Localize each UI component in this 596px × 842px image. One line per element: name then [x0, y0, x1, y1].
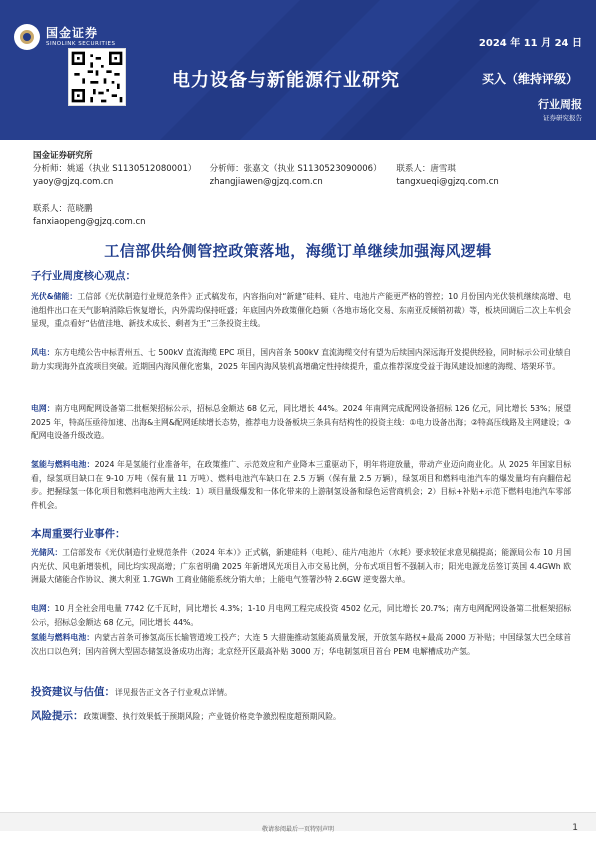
paragraph-text: 工信部《光伏制造行业规范条件》正式稿发布，内容指向对“新建”硅料、硅片、电池片产能更严格的管控；10 月份国内光伏装机继续高增、电池组件出口在天气影响消除后恢复增长，内外需均保持旺盛；年底国内外政策催化趋频（各地市场化交易、东南亚反倾销初裁）等，板块回调后二次上车机会显现，重点看好“估值洼地、新技术成长、剩者为王”三条投资主线。: [31, 292, 571, 329]
contact-1-email[interactable]: tangxueqi@gjzq.com.cn: [396, 177, 499, 187]
report-headline: 工信部供给侧管控政策落地，海缆订单继续加强海风逻辑: [104, 242, 492, 260]
paragraph-wind: [31, 346, 571, 373]
paragraph-lead: 光伏&储能：: [31, 292, 78, 301]
logo-icon: [14, 24, 40, 50]
analyst-block: [33, 150, 573, 229]
company-logo: [14, 24, 115, 50]
section-heading-investment: 投资建议与估值：: [31, 686, 115, 698]
section-risk: [31, 710, 571, 724]
contact-2-email[interactable]: fanxiaopeng@gjzq.com.cn: [33, 217, 146, 227]
paragraph-event-pv-storage-wind: [31, 546, 571, 587]
paragraph-grid: [31, 402, 571, 443]
research-institute: 国金证券研究所: [33, 151, 93, 161]
section-heading-events: 本周重要行业事件：: [31, 528, 126, 540]
paragraph-text: 2024 年是氢能行业准备年，在政策推广、示范效应和产业降本三重驱动下，明年将迎放量，带动产业迈向商业化。从 2025 年国家目标看，绿氢项目缺口在 9-10 万吨（保有量 11 万吨）、燃料电池汽车缺口在 2.5 万辆（保有量 2.5 万辆），绿氢项目和燃料电池汽车的爆发量均有向翻倍起步。把握绿氢一体化项目和燃料电池两大主线：1）项目量级爆发和一体化带来的上游制氢设备和绿色运营商机会；2）目标+补贴+示范下燃料电池汽车零部件机会。: [31, 460, 571, 511]
logo-name-en: SINOLINK SECURITIES: [46, 41, 116, 47]
contact-1: 联系人：唐雪琪: [396, 164, 456, 174]
paragraph-lead: 光储风：: [31, 548, 63, 557]
paragraph-event-hydrogen: [31, 631, 571, 658]
paragraph-text: 10 月全社会用电量 7742 亿千瓦时，同比增长 4.3%；1-10 月电网工程完成投资 4502 亿元，同比增长 20.7%；南方电网配网设备第二批框架招标公示，招标总金额达 68 亿元，同比增长 44%。: [31, 604, 572, 627]
report-date: 2024 年 11 月 24 日: [478, 38, 582, 49]
paragraph-event-grid: [31, 602, 571, 629]
paragraph-lead: 氢能与燃料电池：: [31, 460, 95, 469]
analyst-1-email[interactable]: yaoy@gjzq.com.cn: [33, 177, 114, 187]
paragraph-text: 南方电网配网设备第二批框架招标公示，招标总金额达 68 亿元，同比增长 44%。2024 年南网完成配网设备招标 126 亿元，同比增长 53%；展望 2025 年，特高压亟待加速、出海&主网&配网延续增长态势，推荐电力设备板块三条具有结构性的投资主线：①电力设备出海；②特高压线路及主网建设；③配网电设备升级改造。: [31, 404, 572, 441]
analyst-2-email[interactable]: zhangjiawen@gjzq.com.cn: [209, 177, 323, 187]
paragraph-pv-storage: [31, 290, 571, 331]
analyst-1: 分析师：姚遥（执业 S1130512080001）: [33, 164, 197, 174]
paragraph-lead: 电网：: [31, 404, 55, 413]
paragraph-text: 内蒙古首条可掺氢高压长输管道竣工投产；大连 5 大措施推动氢能高质量发展，开放氢车路权+最高 2000 万补贴；中国绿氢大巴全球首次出口以色列；国内首例大型固态储氢设备成功出海；北京经开区最高补贴 3000 万；华电制氢项目首台 PEM 电解槽成功产氢。: [31, 633, 571, 656]
paragraph-lead: 电网：: [31, 604, 55, 613]
paragraph-text: 政策调整、执行效果低于预期风险；产业链价格竞争激烈程度超预期风险。: [83, 712, 341, 721]
footer-disclaimer: 敬请参阅最后一页特别声明: [261, 826, 334, 833]
logo-name-cn: 国金证券: [46, 26, 99, 40]
section-heading-risk: 风险提示：: [31, 710, 84, 722]
section-heading-core-views: 子行业周度核心观点：: [31, 270, 136, 282]
paragraph-lead: 风电：: [31, 348, 55, 357]
report-category: 证券研究报告: [543, 114, 582, 122]
paragraph-text: 工信部发布《光伏制造行业规范条件（2024 年本）》正式稿，新建硅料（电耗）、硅片/电池片（水耗）要求较征求意见稿提高；能源局公布 10 月国内光伏、风电新增装机，同比均实现高增；广东省明确 2025 年新增风光项目入市交易比例，分布式项目暂不强制入市；阳光电源龙岳签订英国 4.4GWh 欧洲最大储能合作协议、澳大利亚 1.7GWh 工商业储能系统分销大单；上能电气签署沙特 2.6GW 逆变器大单。: [31, 548, 571, 585]
page-number: 1: [572, 823, 578, 833]
contact-2: 联系人：范晓鹏: [33, 204, 93, 214]
analyst-2: 分析师：张嘉文（执业 S1130523090006）: [209, 164, 382, 174]
paragraph-hydrogen: [31, 458, 571, 513]
paragraph-lead: 氢能与燃料电池：: [31, 633, 95, 642]
paragraph-text: 东方电缆公告中标青州五、七 500kV 直流海缆 EPC 项目，国内首条 500kV 直流海缆交付有望为后续国内深远海开发提供经验，同时标示公司业绩自助力实现海外直流项目突破。近期国内海风催化密集，2025 年国内海风装机高增确定性持续提升，重点推荐深度受益于海风建设加速的海缆、塔架环节。: [31, 348, 571, 371]
qr-code: [68, 48, 126, 106]
section-investment: [31, 686, 571, 700]
report-type: 行业周报: [538, 98, 582, 111]
paragraph-text: 详见报告正文各子行业观点详情。: [115, 688, 232, 697]
rating-badge: 买入（维持评级）: [481, 72, 578, 86]
report-sector-title: 电力设备与新能源行业研究: [172, 70, 400, 91]
report-header: [0, 0, 596, 140]
